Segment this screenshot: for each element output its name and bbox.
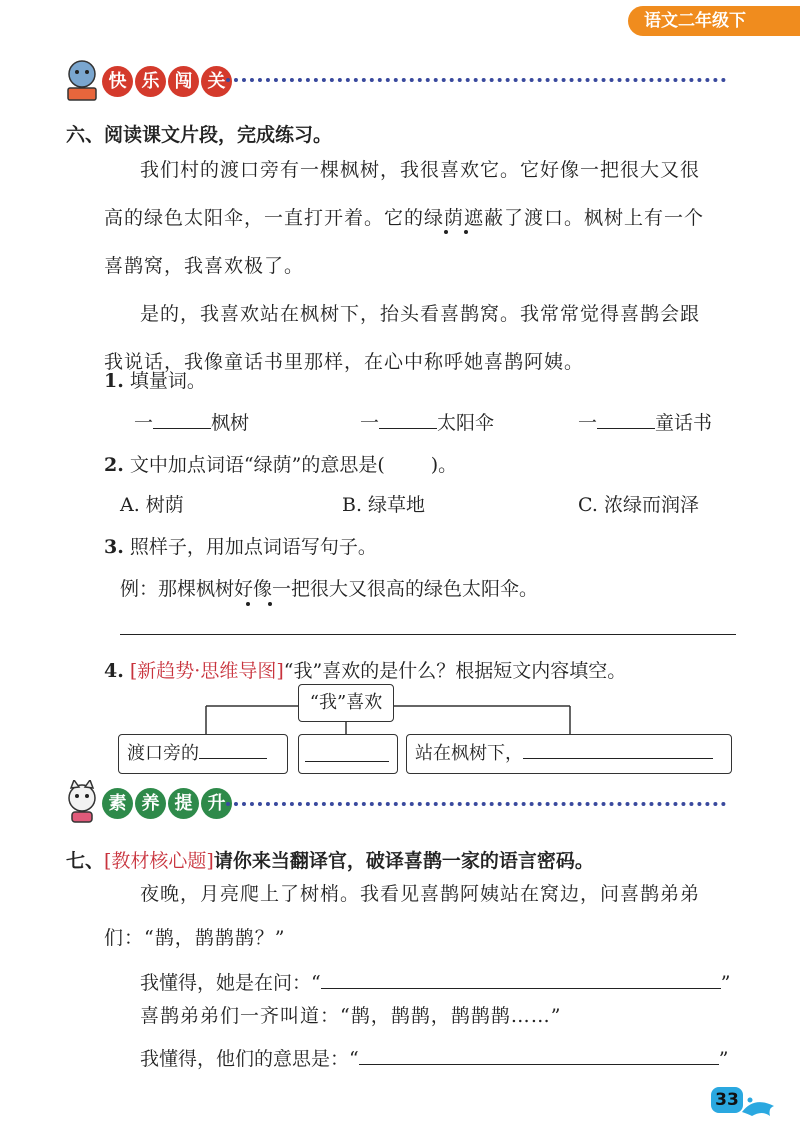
answer-blank[interactable] <box>199 740 267 759</box>
sub-num: 3. <box>104 536 124 558</box>
dotted-divider <box>226 802 726 806</box>
item-prefix: 一 <box>578 412 598 434</box>
sub-num: 2. <box>104 454 124 476</box>
q6-title: 六、阅读课文片段，完成练习。 <box>66 124 333 146</box>
section-char: 提 <box>168 788 199 819</box>
section-char: 快 <box>102 66 133 97</box>
mind-map-box-3 <box>406 734 732 774</box>
item-word: 枫树 <box>211 412 250 434</box>
sub-text: 填量词。 <box>129 370 206 392</box>
mind-map-box-2 <box>298 734 398 774</box>
item-prefix: 一 <box>134 412 154 434</box>
option-b[interactable]: B. 绿草地 <box>342 494 426 516</box>
q7-num: 七、 <box>66 850 105 872</box>
dolphin-icon <box>740 1094 780 1122</box>
core-tag: [教材核心题] <box>104 850 214 872</box>
option-a[interactable]: A. 树荫 <box>120 494 184 516</box>
answer-blank[interactable] <box>321 970 721 989</box>
page-number: 33 <box>711 1087 743 1113</box>
trend-tag: [新趋势·思维导图] <box>129 660 284 682</box>
section-char: 关 <box>201 66 232 97</box>
q6-p2-line1: 是的，我喜欢站在枫树下，抬头看喜鹊窝。我常常觉得喜鹊会跟 <box>140 303 701 325</box>
option-c[interactable]: C. 浓绿而润泽 <box>578 494 699 516</box>
item-word: 童话书 <box>655 412 713 434</box>
section-char: 乐 <box>135 66 166 97</box>
section-char: 素 <box>102 788 133 819</box>
q6-p1-line3: 喜鹊窝，我喜欢极了。 <box>104 255 305 277</box>
section-char: 养 <box>135 788 166 819</box>
book-tag: 语文二年级下 <box>628 6 800 36</box>
box-label: 渡口旁的 <box>127 743 199 764</box>
line-text: 我懂得，他们的意思是：“ <box>140 1048 359 1070</box>
line-end: ” <box>720 972 731 994</box>
q6-p2-line2: 我说话，我像童话书里那样，在心中称呼她喜鹊阿姨。 <box>104 351 585 373</box>
q7-p-line1: 夜晚，月亮爬上了树梢。我看见喜鹊阿姨站在窝边，问喜鹊弟弟 <box>140 883 701 905</box>
answer-blank[interactable] <box>359 1046 719 1065</box>
section-char: 升 <box>201 788 232 819</box>
q6-sub3-example: 例：那棵枫树好像一把很大又很高的绿色太阳伞。 <box>120 578 539 600</box>
sub-num: 1. <box>104 370 124 392</box>
q7-line3 <box>140 968 740 995</box>
line-end: ” <box>718 1048 729 1070</box>
item-prefix: 一 <box>360 412 380 434</box>
q7-title-text: 请你来当翻译官，破译喜鹊一家的语言密码。 <box>213 850 594 872</box>
sub-text: 文中加点词语“绿荫”的意思是( <box>129 454 385 476</box>
mascot-cat-icon <box>62 780 102 826</box>
q7-title <box>66 846 594 873</box>
mind-map-center: “我”喜欢 <box>298 684 394 722</box>
q6-p1-line2: 高的绿色太阳伞，一直打开着。它的绿荫遮蔽了渡口。枫树上有一个 <box>104 207 705 229</box>
section-header-literacy <box>62 780 234 826</box>
q7-line4: 喜鹊弟弟们一齐叫道：“鹊，鹊鹊，鹊鹊鹊……” <box>140 1005 562 1027</box>
box-label: 站在枫树下， <box>415 743 523 764</box>
line-text: 我懂得，她是在问：“ <box>140 972 321 994</box>
q6-p1-line1: 我们村的渡口旁有一棵枫树，我很喜欢它。它好像一把很大又很 <box>140 159 701 181</box>
section-char: 闯 <box>168 66 199 97</box>
sub-text: 照样子，用加点词语写句子。 <box>129 536 377 558</box>
sub-text: “我”喜欢的是什么？根据短文内容填空。 <box>283 660 627 682</box>
q7-p-line2: 们：“鹊，鹊鹊鹊？” <box>104 927 286 949</box>
mind-map-box-1 <box>118 734 288 774</box>
answer-blank[interactable] <box>305 743 389 762</box>
section-title-chars <box>102 788 234 819</box>
sub-close: )。 <box>430 454 458 476</box>
sub-num: 4. <box>104 660 124 682</box>
answer-blank[interactable] <box>523 740 713 759</box>
q7-line5 <box>140 1044 740 1071</box>
item-word: 太阳伞 <box>437 412 495 434</box>
